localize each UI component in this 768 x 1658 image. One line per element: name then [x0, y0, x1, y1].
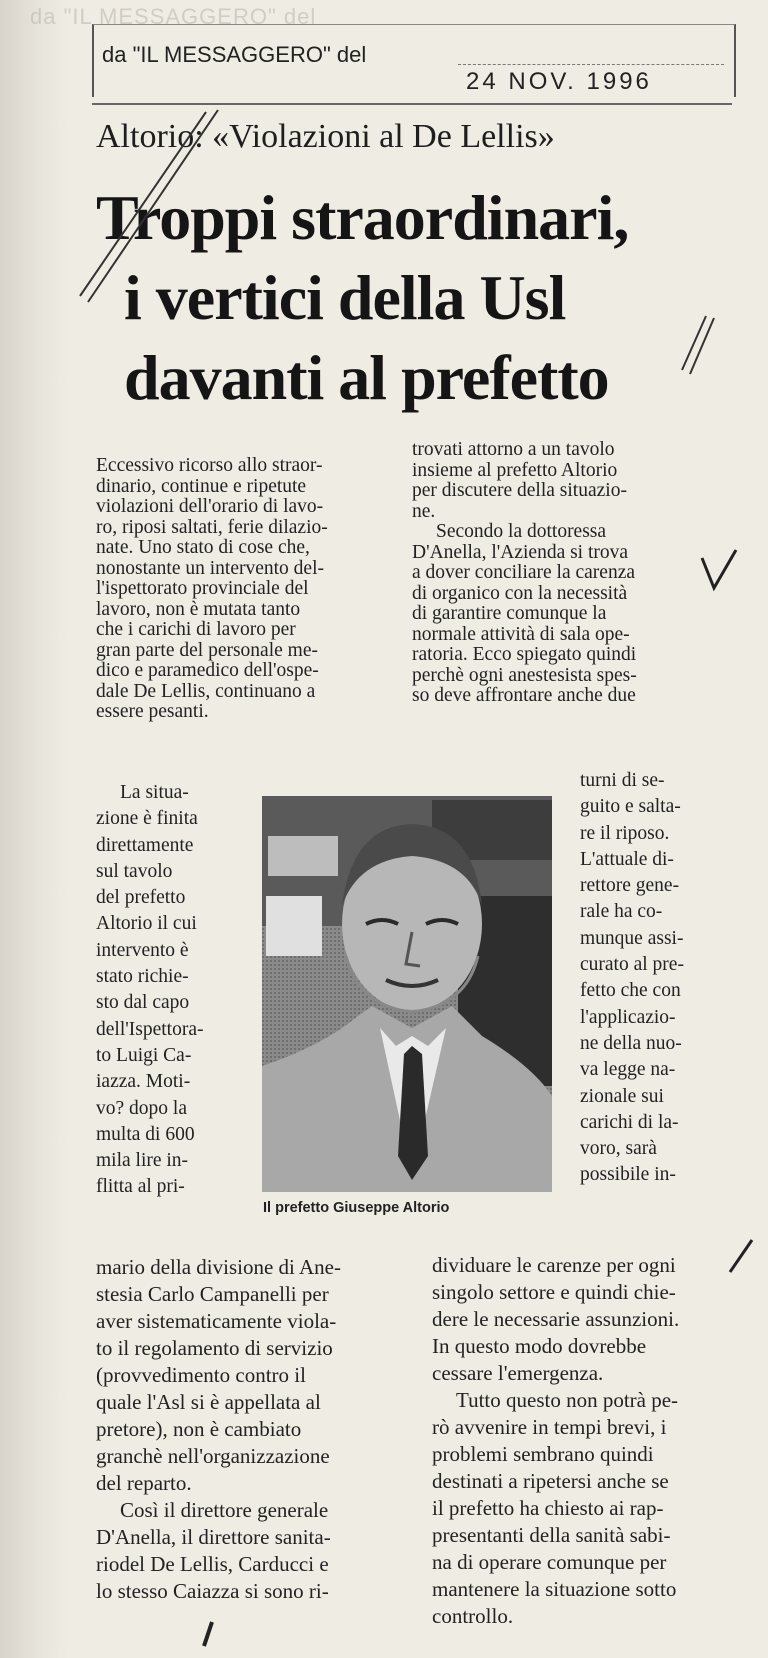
text-line: D'Anella, il direttore sanita- — [96, 1525, 331, 1549]
text-line: flitta al pri- — [96, 1176, 185, 1198]
pen-foot-mark — [200, 1620, 220, 1650]
text-line: turni di se- — [580, 770, 665, 791]
text-line: zionale sui — [580, 1085, 664, 1107]
text-line: guito e salta- — [580, 796, 681, 818]
text-line: to Luigi Ca- — [96, 1044, 192, 1066]
text-line: Tutto questo non potrà pe- — [456, 1388, 679, 1412]
text-line: l'applicazio- — [580, 1006, 676, 1028]
headline-line-2: i vertici della Usl — [124, 262, 566, 333]
text-line: dell'Ispettora- — [96, 1018, 204, 1040]
text-line: possibile in- — [580, 1164, 676, 1186]
text-line: mila lire in- — [96, 1150, 189, 1172]
text-line: essere pesanti. — [96, 702, 209, 722]
text-line: per discutere della situazio- — [412, 481, 627, 501]
text-line: La situa- — [120, 782, 189, 803]
text-line: sto dal capo — [96, 992, 190, 1014]
text-line: voro, sarà — [580, 1138, 657, 1160]
header-rule — [92, 103, 732, 105]
text-line: perchè ogni anestesista spes- — [412, 665, 637, 686]
portrait-illustration — [262, 796, 552, 1192]
text-line: problemi sembrano quindi — [432, 1442, 654, 1466]
text-line: stato richie- — [96, 966, 189, 988]
text-line: cessare l'emergenza. — [432, 1361, 604, 1385]
text-line: granchè nell'organizzazione — [96, 1444, 330, 1468]
photo-caption: Il prefetto Giuseppe Altorio — [263, 1200, 450, 1216]
text-line: re il riposo. — [580, 822, 670, 844]
text-line: violazioni dell'orario di lavo- — [96, 497, 324, 517]
text-line: il prefetto ha chiesto ai rap- — [432, 1496, 664, 1520]
text-line: sul tavolo — [96, 860, 173, 882]
text-line: nate. Uno stato di cose che, — [96, 538, 310, 558]
text-line: del prefetto — [96, 887, 186, 909]
text-line: di garantire comunque la — [412, 604, 607, 624]
text-line: controllo. — [432, 1604, 514, 1628]
text-line: trovati attorno a un tavolo — [412, 440, 615, 460]
column-left-narrow — [96, 780, 248, 1201]
page-edge-shadow — [0, 0, 70, 1658]
text-line: presentanti della sanità sabi- — [432, 1523, 671, 1547]
text-line: vo? dopo la — [96, 1097, 187, 1119]
text-line: Secondo la dottoressa — [436, 522, 607, 542]
text-line: pretore), non è cambiato — [96, 1417, 302, 1441]
text-line: che i carichi di lavoro per — [96, 620, 296, 640]
text-line: va legge na- — [580, 1059, 676, 1081]
text-line: stesia Carlo Campanelli per — [96, 1282, 329, 1306]
text-line: Altorio il cui — [96, 913, 197, 935]
text-line: nonostante un intervento del- — [96, 558, 324, 579]
text-line: multa di 600 — [96, 1123, 195, 1145]
text-line: iazza. Moti- — [96, 1071, 191, 1093]
text-line: Eccessivo ricorso allo straor- — [96, 456, 323, 476]
text-line: destinati a ripetersi anche se — [432, 1469, 669, 1493]
text-line: na di operare comunque per — [432, 1550, 667, 1574]
text-line: singolo settore e quindi chie- — [432, 1280, 676, 1304]
column-2-top — [412, 440, 714, 707]
column-2-bottom — [432, 1252, 738, 1630]
text-line: (provvedimento contro il — [96, 1363, 306, 1387]
text-line: rale ha co- — [580, 901, 663, 923]
column-1-top — [96, 456, 386, 723]
text-line: dinario, continue e ripetute — [96, 476, 307, 497]
text-line: a dover conciliare la carenza — [412, 563, 636, 583]
text-line: fetto che con — [580, 980, 681, 1002]
text-line: to il regolamento di servizio — [96, 1336, 333, 1360]
portrait-photo — [262, 796, 552, 1192]
text-line: dico e paramedico dell'ospe- — [96, 661, 319, 681]
bleed-through-text: da "IL MESSAGGERO" del — [30, 4, 317, 29]
headline-line-3: davanti al prefetto — [124, 342, 609, 413]
text-line: dere le necessarie assunzioni. — [432, 1307, 680, 1331]
text-line: ratoria. Ecco spiegato quindi — [412, 645, 637, 665]
text-line: In questo modo dovrebbe — [432, 1334, 647, 1358]
text-line: carichi di la- — [580, 1111, 679, 1133]
text-line: D'Anella, l'Azienda si trova — [412, 542, 629, 563]
text-line: riodel De Lellis, Carducci e — [96, 1552, 329, 1576]
text-line: dale De Lellis, continuano a — [96, 681, 316, 702]
text-line: del reparto. — [96, 1471, 192, 1495]
headline-line-1: Troppi straordinari, — [96, 182, 629, 253]
text-line: mantenere la situazione sotto — [432, 1577, 677, 1601]
text-line: lavoro, non è mutata tanto — [96, 599, 301, 620]
article-kicker: Altorio: «Violazioni al De Lellis» — [96, 118, 555, 155]
text-line: l'ispettorato provinciale del — [96, 579, 309, 599]
text-line: L'attuale di- — [580, 848, 674, 870]
text-line: curato al pre- — [580, 954, 684, 976]
column-1-bottom — [96, 1254, 398, 1605]
text-line: so deve affrontare anche due — [412, 686, 636, 706]
text-line: rettore gene- — [580, 875, 680, 897]
text-line: quale l'Asl si è appellata al — [96, 1390, 321, 1414]
text-line: lo stesso Caiazza si sono ri- — [96, 1579, 329, 1603]
text-line: aver sistematicamente viola- — [96, 1309, 337, 1333]
text-line: munque assi- — [580, 927, 684, 949]
text-line: normale attività di sala ope- — [412, 624, 630, 645]
text-line: rò avvenire in tempi brevi, i — [432, 1415, 667, 1439]
text-line: Così il direttore generale — [120, 1498, 329, 1522]
column-right-narrow — [580, 768, 724, 1189]
text-line: insieme al prefetto Altorio — [412, 460, 618, 481]
text-line: di organico con la necessità — [412, 583, 628, 604]
pen-tick-mark — [676, 312, 716, 382]
text-line: ne. — [412, 501, 436, 522]
text-line: ro, riposi saltati, ferie dilazio- — [96, 517, 328, 538]
text-line: dividuare le carenze per ogni — [432, 1253, 676, 1277]
text-line: ne della nuo- — [580, 1032, 682, 1054]
source-date: 24 NOV. 1996 — [466, 68, 652, 95]
source-label: da "IL MESSAGGERO" del — [102, 42, 367, 67]
text-line: direttamente — [96, 834, 194, 856]
source-date-line — [458, 64, 724, 65]
text-line: intervento è — [96, 939, 189, 961]
text-line: zione è finita — [96, 808, 198, 830]
text-line: gran parte del personale me- — [96, 640, 318, 661]
text-line: mario della divisione di Ane- — [96, 1255, 341, 1279]
pen-slash-mark — [78, 106, 228, 316]
